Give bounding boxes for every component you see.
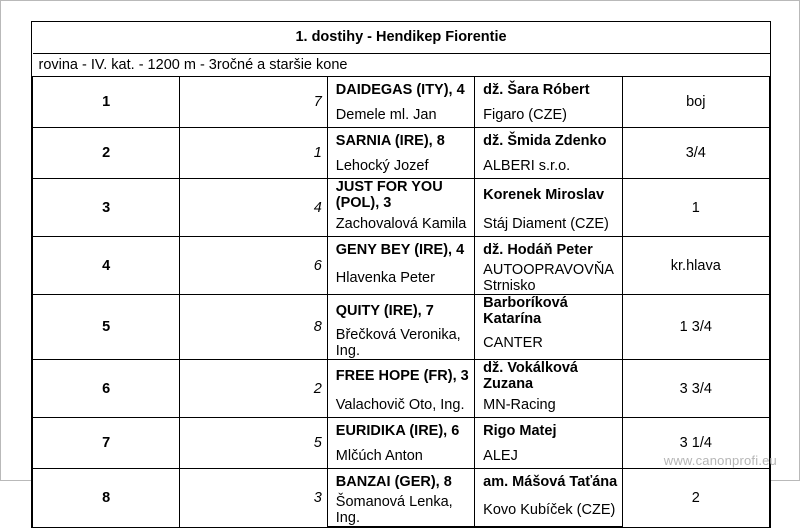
winning-margin: 3/4 — [622, 128, 769, 179]
finish-position: 4 — [33, 237, 180, 295]
trainer-name: Šomanová Lenka, Ing. — [327, 494, 474, 527]
trainer-name: Demele ml. Jan — [327, 102, 474, 128]
rider-name: dž. Šara Róbert — [475, 77, 622, 103]
owner-name: ALEJ — [475, 443, 622, 469]
finish-position: 1 — [33, 77, 180, 128]
winning-margin: boj — [622, 77, 769, 128]
table-row — [33, 360, 770, 393]
rider-name: Barboríková Katarína — [475, 295, 622, 328]
horse-name: EURIDIKA (IRE), 6 — [327, 418, 474, 444]
winning-margin: 1 3/4 — [622, 295, 769, 360]
owner-name: Kovo Kubíček (CZE) — [475, 494, 622, 527]
watermark: www.canonprofi.eu — [663, 453, 777, 468]
draw-number: 8 — [180, 295, 327, 360]
table-row — [33, 295, 770, 328]
draw-number: 6 — [180, 237, 327, 295]
table-body — [33, 22, 770, 527]
horse-name: FREE HOPE (FR), 3 — [327, 360, 474, 393]
horse-name: QUITY (IRE), 7 — [327, 295, 474, 328]
finish-position: 5 — [33, 295, 180, 360]
rider-name: dž. Šmida Zdenko — [475, 128, 622, 154]
title-row — [33, 22, 770, 54]
draw-number: 2 — [180, 360, 327, 418]
rider-name: Rigo Matej — [475, 418, 622, 444]
winning-margin: 3 3/4 — [622, 360, 769, 418]
table-row — [33, 179, 770, 212]
winning-margin: kr.hlava — [622, 237, 769, 295]
draw-number: 1 — [180, 128, 327, 179]
trainer-name: Mlčúch Anton — [327, 443, 474, 469]
horse-name: GENY BEY (IRE), 4 — [327, 237, 474, 263]
owner-name: ALBERI s.r.o. — [475, 153, 622, 179]
table-row — [33, 128, 770, 154]
draw-number: 5 — [180, 418, 327, 469]
page-title: 1. dostihy - Hendikep Fiorentie — [33, 22, 770, 54]
finish-position: 3 — [33, 179, 180, 237]
draw-number: 7 — [180, 77, 327, 128]
owner-name: Figaro (CZE) — [475, 102, 622, 128]
trainer-name: Břečková Veronika, Ing. — [327, 327, 474, 360]
owner-name: MN-Racing — [475, 392, 622, 418]
horse-name: SARNIA (IRE), 8 — [327, 128, 474, 154]
rider-name: dž. Vokálková Zuzana — [475, 360, 622, 393]
race-results-table — [32, 22, 770, 527]
owner-name: Stáj Diament (CZE) — [475, 211, 622, 237]
finish-position: 7 — [33, 418, 180, 469]
finish-position: 8 — [33, 469, 180, 527]
winning-margin: 1 — [622, 179, 769, 237]
table-row — [33, 469, 770, 495]
winning-margin: 3 1/4 — [622, 418, 769, 469]
trainer-name: Valachovič Oto, Ing. — [327, 392, 474, 418]
rider-name: am. Mášová Taťána — [475, 469, 622, 495]
finish-position: 2 — [33, 128, 180, 179]
rider-name: Korenek Miroslav — [475, 179, 622, 212]
draw-number: 3 — [180, 469, 327, 527]
table-row — [33, 237, 770, 263]
horse-name: BANZAI (GER), 8 — [327, 469, 474, 495]
race-conditions: rovina - IV. kat. - 1200 m - 3ročné a staršie kone — [33, 54, 770, 77]
trainer-name: Hlavenka Peter — [327, 262, 474, 295]
trainer-name: Zachovalová Kamila — [327, 211, 474, 237]
horse-name: JUST FOR YOU (POL), 3 — [327, 179, 474, 212]
table-row — [33, 418, 770, 444]
table-row — [33, 77, 770, 103]
subtitle-row — [33, 54, 770, 77]
draw-number: 4 — [180, 179, 327, 237]
rider-name: dž. Hodáň Peter — [475, 237, 622, 263]
race-result-sheet — [31, 21, 771, 528]
owner-name: AUTOOPRAVOVŇA Strnisko — [475, 262, 622, 295]
trainer-name: Lehocký Jozef — [327, 153, 474, 179]
horse-name: DAIDEGAS (ITY), 4 — [327, 77, 474, 103]
owner-name: CANTER — [475, 327, 622, 360]
finish-position: 6 — [33, 360, 180, 418]
winning-margin: 2 — [622, 469, 769, 527]
